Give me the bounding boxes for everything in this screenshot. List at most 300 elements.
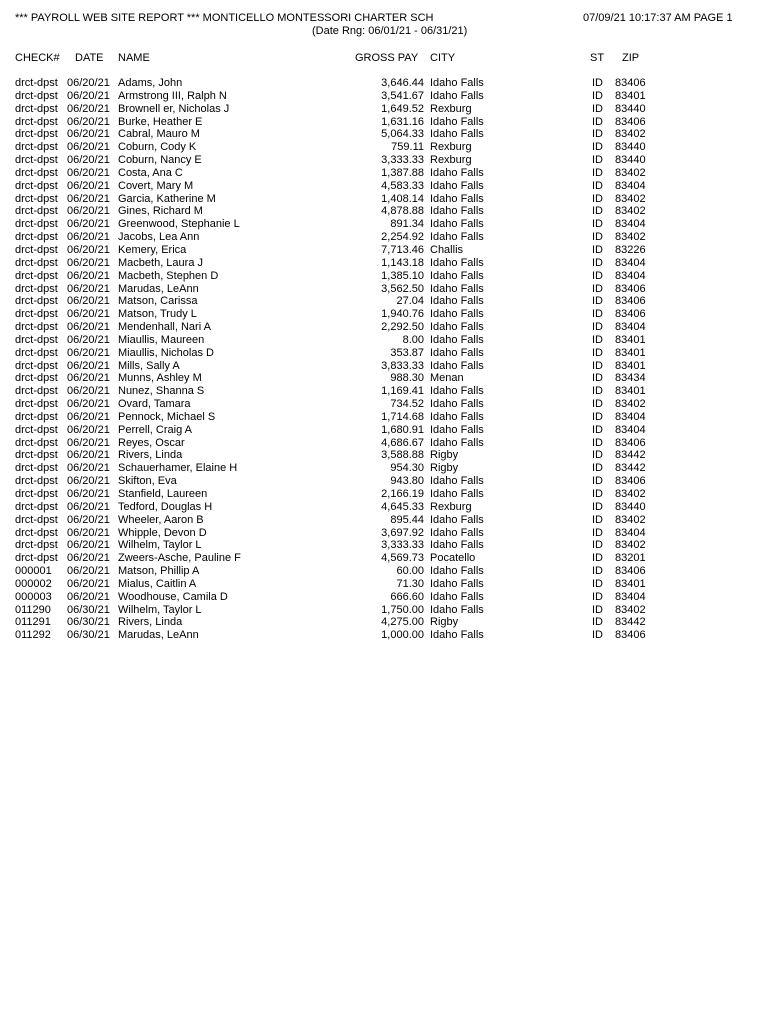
cell-gross-pay: 3,333.33 [381,539,424,552]
cell-zip: 83406 [615,295,646,308]
cell-check-number: drct-dpst [15,128,58,141]
cell-check-number: drct-dpst [15,552,58,565]
cell-city: Idaho Falls [430,577,484,590]
table-row [0,360,770,373]
cell-state: ID [592,115,603,128]
table-row [0,616,770,629]
table-row [0,283,770,296]
cell-check-number: drct-dpst [15,462,58,475]
cell-state: ID [592,321,603,334]
column-header-check: CHECK# [15,52,60,64]
cell-check-number: drct-dpst [15,166,58,179]
cell-state: ID [592,231,603,244]
cell-gross-pay: 988.30 [390,372,424,385]
cell-state: ID [592,616,603,629]
cell-date: 06/20/21 [67,179,110,192]
cell-state: ID [592,565,603,578]
cell-city: Rexburg [430,154,472,167]
cell-city: Rigby [430,616,459,629]
cell-state: ID [592,577,603,590]
cell-check-number: drct-dpst [15,488,58,500]
cell-zip: 83402 [615,205,646,218]
report-timestamp: 07/09/21 10:17:37 AM PAGE 1 [583,12,733,24]
cell-state: ID [592,77,603,89]
cell-date: 06/20/21 [67,565,110,578]
cell-name: Perrell, Craig A [118,423,192,436]
cell-name: Rivers, Linda [118,616,183,629]
cell-check-number: drct-dpst [15,295,58,308]
cell-check-number: drct-dpst [15,410,58,423]
cell-name: Matson, Trudy L [118,308,197,321]
cell-check-number: drct-dpst [15,115,58,128]
cell-city: Idaho Falls [430,205,484,218]
cell-state: ID [592,256,603,269]
cell-date: 06/20/21 [67,102,110,115]
table-row [0,449,770,462]
cell-date: 06/20/21 [67,256,110,269]
cell-zip: 83201 [615,552,646,565]
cell-name: Covert, Mary M [118,179,194,192]
cell-city: Idaho Falls [430,423,484,436]
cell-date: 06/20/21 [67,436,110,449]
cell-gross-pay: 1,143.18 [381,256,424,269]
cell-zip: 83406 [615,282,646,295]
payroll-table [0,77,770,642]
cell-state: ID [592,269,603,282]
cell-gross-pay: 943.80 [390,475,424,488]
cell-name: Marudas, LeAnn [118,282,199,295]
cell-check-number: drct-dpst [15,154,58,167]
column-header-date: DATE [75,52,104,64]
table-row [0,591,770,604]
cell-zip: 83406 [615,629,646,642]
cell-check-number: drct-dpst [15,282,58,295]
cell-gross-pay: 1,385.10 [381,269,424,282]
cell-gross-pay: 4,686.67 [381,436,424,449]
cell-zip: 83442 [615,462,646,475]
cell-date: 06/30/21 [67,616,110,629]
table-row [0,334,770,347]
cell-zip: 83402 [615,398,646,411]
cell-check-number: drct-dpst [15,423,58,436]
cell-check-number: 011291 [15,616,51,629]
cell-date: 06/20/21 [67,308,110,321]
cell-check-number: drct-dpst [15,269,58,282]
cell-name: Miaullis, Nicholas D [118,346,214,359]
cell-zip: 83404 [615,179,646,192]
cell-name: Ovard, Tamara [118,398,191,411]
table-row [0,347,770,360]
cell-gross-pay: 71.30 [396,577,424,590]
table-row [0,462,770,475]
cell-city: Idaho Falls [430,436,484,449]
cell-gross-pay: 27.04 [396,295,424,308]
cell-city: Rexburg [430,102,472,115]
cell-zip: 83404 [615,590,646,603]
cell-zip: 83404 [615,526,646,539]
table-row [0,295,770,308]
cell-check-number: drct-dpst [15,308,58,321]
cell-zip: 83404 [615,423,646,436]
cell-gross-pay: 4,275.00 [381,616,424,629]
cell-state: ID [592,385,603,398]
cell-date: 06/20/21 [67,449,110,462]
cell-gross-pay: 1,940.76 [381,308,424,321]
cell-name: Kemery, Erica [118,243,187,256]
cell-state: ID [592,449,603,462]
table-row [0,321,770,334]
cell-date: 06/20/21 [67,526,110,539]
cell-state: ID [592,154,603,167]
table-row [0,411,770,424]
cell-check-number: drct-dpst [15,102,58,115]
cell-check-number: drct-dpst [15,333,58,346]
cell-zip: 83402 [615,128,646,141]
cell-city: Idaho Falls [430,475,484,488]
cell-city: Idaho Falls [430,526,484,539]
table-row [0,424,770,437]
cell-city: Idaho Falls [430,256,484,269]
cell-gross-pay: 1,408.14 [381,192,424,205]
cell-gross-pay: 3,562.50 [381,282,424,295]
cell-state: ID [592,462,603,475]
cell-date: 06/20/21 [67,321,110,334]
cell-city: Idaho Falls [430,539,484,552]
cell-check-number: drct-dpst [15,141,58,154]
column-header-state: ST [590,52,605,64]
table-row [0,527,770,540]
table-row [0,604,770,617]
cell-check-number: drct-dpst [15,526,58,539]
cell-date: 06/20/21 [67,128,110,141]
cell-date: 06/20/21 [67,488,110,500]
cell-name: Skifton, Eva [118,475,177,488]
cell-name: Tedford, Douglas H [118,500,213,513]
cell-zip: 83401 [615,333,646,346]
cell-zip: 83406 [615,308,646,321]
cell-check-number: 011290 [15,603,51,616]
cell-city: Rigby [430,449,459,462]
cell-city: Idaho Falls [430,115,484,128]
cell-check-number: drct-dpst [15,89,58,102]
cell-name: Miaullis, Maureen [118,333,205,346]
cell-city: Idaho Falls [430,89,484,102]
cell-date: 06/20/21 [67,577,110,590]
cell-city: Idaho Falls [430,346,484,359]
cell-zip: 83402 [615,192,646,205]
cell-city: Idaho Falls [430,166,484,179]
column-header-name: NAME [118,52,150,64]
cell-gross-pay: 1,714.68 [381,410,424,423]
cell-check-number: drct-dpst [15,218,58,231]
cell-city: Idaho Falls [430,488,484,500]
cell-name: Mendenhall, Nari A [118,321,211,334]
cell-state: ID [592,475,603,488]
cell-state: ID [592,526,603,539]
cell-state: ID [592,282,603,295]
cell-gross-pay: 1,387.88 [381,166,424,179]
cell-name: Coburn, Cody K [118,141,197,154]
table-row [0,244,770,257]
table-row [0,385,770,398]
cell-name: Woodhouse, Camila D [118,590,228,603]
cell-zip: 83402 [615,539,646,552]
cell-city: Idaho Falls [430,359,484,372]
cell-zip: 83434 [615,372,646,385]
table-row [0,218,770,231]
cell-name: Mialus, Caitlin A [118,577,197,590]
cell-date: 06/20/21 [67,462,110,475]
cell-zip: 83442 [615,449,646,462]
cell-date: 06/20/21 [67,500,110,513]
cell-check-number: drct-dpst [15,192,58,205]
cell-date: 06/20/21 [67,552,110,565]
cell-city: Idaho Falls [430,308,484,321]
cell-check-number: drct-dpst [15,372,58,385]
cell-state: ID [592,333,603,346]
cell-gross-pay: 353.87 [390,346,424,359]
cell-gross-pay: 2,254.92 [381,231,424,244]
cell-city: Idaho Falls [430,269,484,282]
cell-gross-pay: 954.30 [390,462,424,475]
table-row [0,116,770,129]
cell-check-number: drct-dpst [15,449,58,462]
cell-gross-pay: 891.34 [390,218,424,231]
cell-state: ID [592,372,603,385]
table-row [0,629,770,642]
cell-gross-pay: 3,697.92 [381,526,424,539]
cell-city: Idaho Falls [430,629,484,642]
cell-city: Idaho Falls [430,513,484,526]
cell-gross-pay: 3,833.33 [381,359,424,372]
cell-name: Stanfield, Laureen [118,488,208,500]
cell-gross-pay: 1,750.00 [381,603,424,616]
cell-zip: 83406 [615,436,646,449]
cell-check-number: drct-dpst [15,513,58,526]
cell-date: 06/20/21 [67,359,110,372]
table-row [0,372,770,385]
table-row [0,90,770,103]
cell-zip: 83404 [615,269,646,282]
cell-gross-pay: 8.00 [402,333,424,346]
cell-name: Cabral, Mauro M [118,128,200,141]
cell-state: ID [592,192,603,205]
cell-state: ID [592,346,603,359]
cell-zip: 83404 [615,218,646,231]
cell-check-number: drct-dpst [15,179,58,192]
cell-gross-pay: 4,569.73 [381,552,424,565]
table-row [0,77,770,90]
cell-gross-pay: 2,292.50 [381,321,424,334]
cell-name: Munns, Ashley M [118,372,202,385]
cell-date: 06/20/21 [67,539,110,552]
table-row [0,270,770,283]
cell-zip: 83406 [615,115,646,128]
cell-zip: 83401 [615,577,646,590]
cell-city: Pocatello [430,552,476,565]
table-row [0,154,770,167]
cell-date: 06/20/21 [67,154,110,167]
cell-date: 06/20/21 [67,218,110,231]
cell-name: Jacobs, Lea Ann [118,231,200,244]
table-row [0,231,770,244]
cell-zip: 83226 [615,243,646,256]
cell-zip: 83401 [615,359,646,372]
cell-state: ID [592,89,603,102]
cell-state: ID [592,410,603,423]
cell-name: Wilhelm, Taylor L [118,539,202,552]
cell-check-number: drct-dpst [15,231,58,244]
cell-date: 06/20/21 [67,333,110,346]
cell-name: Mills, Sally A [118,359,180,372]
cell-gross-pay: 666.60 [390,590,424,603]
cell-check-number: drct-dpst [15,475,58,488]
cell-zip: 83401 [615,346,646,359]
cell-check-number: 011292 [15,629,51,642]
cell-state: ID [592,500,603,513]
cell-check-number: drct-dpst [15,385,58,398]
cell-date: 06/20/21 [67,205,110,218]
cell-zip: 83406 [615,77,646,89]
cell-check-number: drct-dpst [15,500,58,513]
cell-state: ID [592,218,603,231]
cell-date: 06/20/21 [67,475,110,488]
cell-city: Idaho Falls [430,231,484,244]
cell-name: Armstrong III, Ralph N [118,89,227,102]
cell-name: Wheeler, Aaron B [118,513,204,526]
cell-name: Reyes, Oscar [118,436,185,449]
cell-state: ID [592,128,603,141]
cell-date: 06/20/21 [67,372,110,385]
cell-gross-pay: 3,541.67 [381,89,424,102]
cell-date: 06/20/21 [67,77,110,89]
cell-check-number: drct-dpst [15,398,58,411]
column-header-city: CITY [430,52,456,64]
cell-gross-pay: 5,064.33 [381,128,424,141]
table-row [0,552,770,565]
cell-city: Idaho Falls [430,295,484,308]
cell-gross-pay: 895.44 [390,513,424,526]
cell-zip: 83440 [615,102,646,115]
cell-zip: 83442 [615,616,646,629]
cell-date: 06/20/21 [67,231,110,244]
cell-gross-pay: 759.11 [391,141,424,154]
cell-state: ID [592,423,603,436]
cell-date: 06/30/21 [67,629,110,642]
cell-name: Whipple, Devon D [118,526,207,539]
cell-gross-pay: 60.00 [396,565,424,578]
cell-state: ID [592,308,603,321]
cell-name: Macbeth, Laura J [118,256,203,269]
cell-date: 06/30/21 [67,603,110,616]
cell-gross-pay: 3,588.88 [381,449,424,462]
cell-date: 06/20/21 [67,513,110,526]
cell-name: Brownell er, Nicholas J [118,102,230,115]
table-row [0,180,770,193]
cell-gross-pay: 1,649.52 [381,102,424,115]
cell-date: 06/20/21 [67,89,110,102]
cell-name: Macbeth, Stephen D [118,269,219,282]
cell-city: Idaho Falls [430,590,484,603]
cell-city: Idaho Falls [430,128,484,141]
cell-gross-pay: 1,631.16 [381,115,424,128]
cell-zip: 83402 [615,513,646,526]
cell-state: ID [592,102,603,115]
cell-name: Burke, Heather E [118,115,203,128]
cell-gross-pay: 2,166.19 [381,488,424,500]
column-header-zip: ZIP [622,52,640,64]
cell-city: Idaho Falls [430,321,484,334]
cell-zip: 83404 [615,410,646,423]
table-row [0,578,770,591]
table-row [0,437,770,450]
cell-name: Greenwood, Stephanie L [118,218,240,231]
cell-state: ID [592,513,603,526]
cell-date: 06/20/21 [67,243,110,256]
cell-date: 06/20/21 [67,410,110,423]
cell-city: Challis [430,243,464,256]
cell-gross-pay: 4,878.88 [381,205,424,218]
cell-state: ID [592,552,603,565]
cell-state: ID [592,141,603,154]
cell-name: Garcia, Katherine M [118,192,216,205]
cell-name: Marudas, LeAnn [118,629,199,642]
cell-date: 06/20/21 [67,269,110,282]
cell-zip: 83404 [615,321,646,334]
table-row [0,565,770,578]
cell-check-number: drct-dpst [15,77,58,89]
cell-date: 06/20/21 [67,141,110,154]
cell-city: Idaho Falls [430,218,484,231]
cell-check-number: drct-dpst [15,243,58,256]
table-row [0,308,770,321]
cell-name: Matson, Carissa [118,295,198,308]
table-row [0,103,770,116]
table-row [0,205,770,218]
cell-date: 06/20/21 [67,590,110,603]
cell-gross-pay: 734.52 [390,398,424,411]
cell-city: Idaho Falls [430,282,484,295]
cell-check-number: drct-dpst [15,346,58,359]
cell-zip: 83440 [615,141,646,154]
cell-zip: 83402 [615,603,646,616]
table-row [0,514,770,527]
cell-city: Idaho Falls [430,398,484,411]
cell-name: Costa, Ana C [118,166,183,179]
cell-gross-pay: 4,583.33 [381,179,424,192]
cell-gross-pay: 1,000.00 [381,629,424,642]
date-range: (Date Rng: 06/01/21 - 06/31/21) [312,25,468,37]
report-title: *** PAYROLL WEB SITE REPORT *** MONTICELLO MONTESSORI CHARTER SCH [15,12,434,24]
cell-city: Idaho Falls [430,410,484,423]
table-row [0,167,770,180]
cell-zip: 83401 [615,89,646,102]
cell-gross-pay: 7,713.46 [381,243,424,256]
cell-check-number: drct-dpst [15,321,58,334]
cell-date: 06/20/21 [67,115,110,128]
cell-state: ID [592,295,603,308]
cell-city: Rigby [430,462,459,475]
cell-zip: 83406 [615,565,646,578]
cell-date: 06/20/21 [67,295,110,308]
cell-state: ID [592,488,603,500]
cell-state: ID [592,179,603,192]
cell-state: ID [592,398,603,411]
cell-name: Coburn, Nancy E [118,154,202,167]
cell-name: Adams, John [118,77,183,89]
cell-state: ID [592,205,603,218]
cell-state: ID [592,243,603,256]
